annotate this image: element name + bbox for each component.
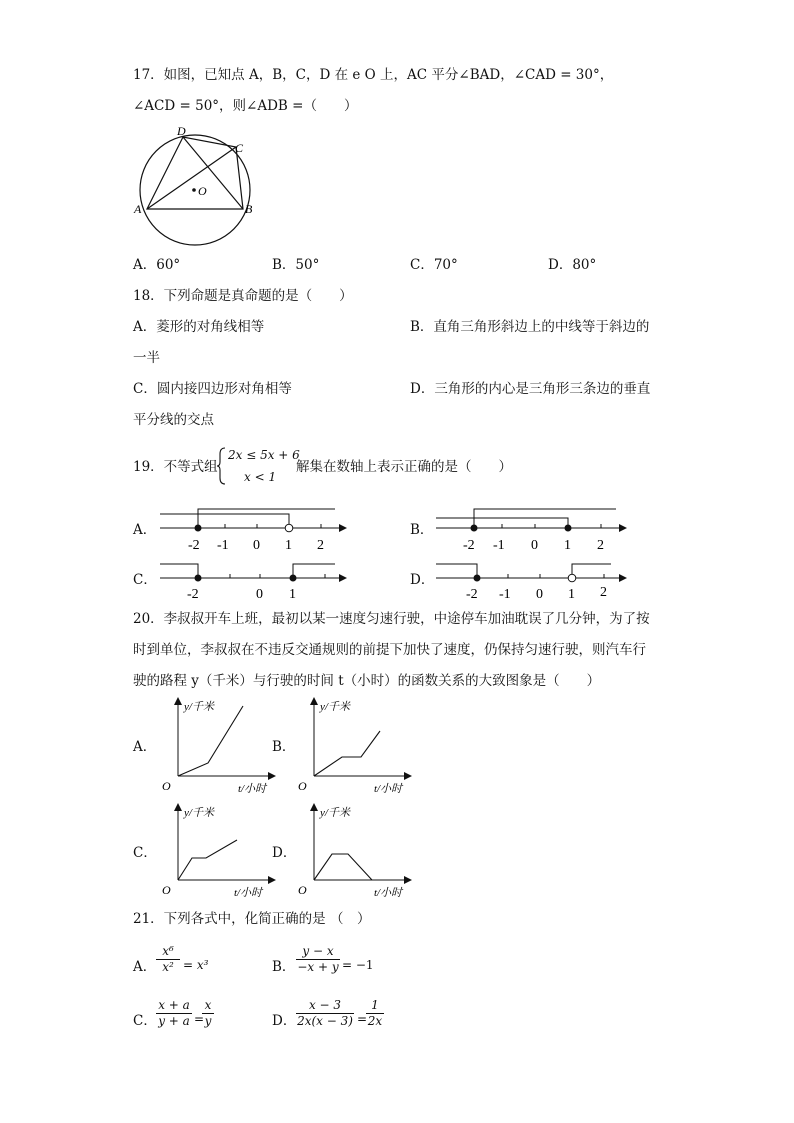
tick-label: -1 (217, 538, 229, 553)
tick-label: 2 (600, 585, 607, 600)
x-axis-label: t/小时 (374, 887, 403, 899)
q19-stem-suffix: 解集在数轴上表示正确的是（ ） (296, 459, 512, 475)
q21-d-fraction-right (366, 998, 384, 1029)
numerator: x⁶ (156, 944, 180, 960)
x-axis-label: t/小时 (238, 783, 267, 795)
tick-label: 0 (256, 587, 263, 602)
q17-stem-line2: ∠ACD = 50°，则∠ADB =（ ） (133, 98, 358, 114)
x-axis-label: t/小时 (234, 887, 263, 899)
tick-label: 1 (564, 538, 571, 553)
q17-option-a: A．60° (133, 257, 181, 273)
q21-c-fraction-left (156, 998, 192, 1029)
q20-stem-line1: 20．李叔叔开车上班，最初以某一速度匀速行驶，中途停车加油耽误了几分钟，为了按 (133, 611, 650, 627)
tick-label: 0 (536, 587, 543, 602)
q17-option-c: C．70° (410, 257, 458, 273)
q17-option-b: B．50° (272, 257, 320, 273)
q18-option-b-line1: B．直角三角形斜边上的中线等于斜边的 (410, 319, 650, 335)
tick-label: -1 (499, 587, 511, 602)
numerator: x − 3 (296, 998, 354, 1014)
q17-circle-figure (128, 122, 268, 252)
q20-graph-a (160, 696, 280, 798)
q21-b-rhs: = −1 (342, 958, 374, 972)
q17-option-d: D．80° (548, 257, 597, 273)
q19-letter-c: C． (133, 572, 157, 588)
tick-label: -2 (466, 587, 478, 602)
q18-option-a: A．菱形的对角线相等 (133, 319, 265, 335)
denominator: x² (162, 960, 174, 974)
q18-stem: 18．下列命题是真命题的是（ ） (133, 288, 353, 304)
y-axis-label: y/千米 (184, 701, 214, 713)
label-c: C (235, 141, 244, 155)
tick-label: -2 (187, 587, 199, 602)
q21-c-fraction-right (202, 998, 214, 1029)
label-o: O (198, 184, 207, 198)
tick-label: 0 (253, 538, 260, 553)
label-a: A (134, 202, 142, 216)
q18-option-d-line1: D．三角形的内心是三角形三条边的垂直 (410, 381, 651, 397)
q18-option-b-line2: 一半 (133, 350, 160, 366)
q21-letter-d: D． (272, 1013, 297, 1029)
q21-d-equals: = (357, 1012, 368, 1026)
tick-label: 2 (317, 538, 324, 553)
q19-number-line-c (160, 556, 350, 602)
q21-c-equals: = (194, 1012, 205, 1026)
numerator: y − x (296, 944, 340, 960)
y-axis-label: y/千米 (320, 807, 350, 819)
q19-letter-d: D． (410, 572, 435, 588)
q19-number-line-b (436, 504, 630, 554)
q19-inequality-1: 2x ≤ 5x + 6 (228, 448, 300, 462)
q20-letter-a: A． (133, 739, 157, 755)
q19-letter-b: B． (410, 522, 434, 538)
tick-label: 1 (285, 538, 292, 553)
denominator: −x + y (297, 960, 339, 974)
numerator: x (202, 998, 214, 1014)
q20-letter-b: B． (272, 739, 296, 755)
tick-label: 1 (289, 587, 296, 602)
q20-stem-line2: 时到单位，李叔叔在不违反交通规则的前提下加快了速度，仍保持匀速行驶，则汽车行 (133, 642, 646, 658)
origin-label: O (162, 883, 171, 897)
tick-label: 2 (597, 538, 604, 553)
denominator: 2x(x − 3) (297, 1014, 353, 1028)
y-axis-label: y/千米 (184, 807, 214, 819)
y-axis-label: y/千米 (320, 701, 350, 713)
q20-stem-line3: 驶的路程 y（千米）与行驶的时间 t（小时）的函数关系的大致图象是（ ） (133, 673, 601, 689)
label-b: B (245, 202, 253, 216)
denominator: 2x (367, 1014, 383, 1028)
origin-label: O (162, 779, 171, 793)
q21-letter-c: C． (133, 1013, 157, 1029)
denominator: y + a (158, 1014, 190, 1028)
q17-stem-line1: 17．如图，已知点 A，B，C，D 在 e O 上，AC 平分∠BAD，∠CAD = 30°， (133, 67, 614, 83)
q21-a-fraction (156, 944, 180, 975)
origin-label: O (298, 883, 307, 897)
tick-label: -1 (493, 538, 505, 553)
q21-a-rhs: = x³ (183, 958, 209, 972)
x-axis-label: t/小时 (374, 783, 403, 795)
origin-label: O (298, 779, 307, 793)
numerator: 1 (366, 998, 384, 1014)
q19-inequality-2: x < 1 (244, 470, 277, 484)
q18-option-d-line2: 平分线的交点 (133, 412, 214, 428)
q19-number-line-d (436, 556, 630, 602)
q18-option-c: C．圆内接四边形对角相等 (133, 381, 292, 397)
q21-b-fraction (296, 944, 340, 975)
q20-letter-d: D． (272, 845, 297, 861)
q21-stem: 21．下列各式中，化简正确的是 （ ） (133, 911, 371, 927)
tick-label: -2 (463, 538, 475, 553)
q20-graph-d (296, 802, 416, 904)
denominator: y (204, 1014, 212, 1028)
q20-letter-c: C． (133, 845, 157, 861)
q19-letter-a: A． (133, 522, 157, 538)
q20-graph-b (296, 696, 416, 798)
q21-d-fraction-left (296, 998, 354, 1029)
q19-number-line-a (160, 504, 350, 554)
q21-letter-b: B． (272, 959, 296, 975)
q20-graph-c (160, 802, 280, 904)
q19-stem-prefix: 19．不等式组 (133, 459, 218, 475)
q19-brace (216, 446, 226, 486)
tick-label: 0 (531, 538, 538, 553)
q21-letter-a: A． (133, 959, 157, 975)
numerator: x + a (156, 998, 192, 1014)
tick-label: 1 (568, 587, 575, 602)
tick-label: -2 (188, 538, 200, 553)
label-d: D (177, 124, 186, 138)
